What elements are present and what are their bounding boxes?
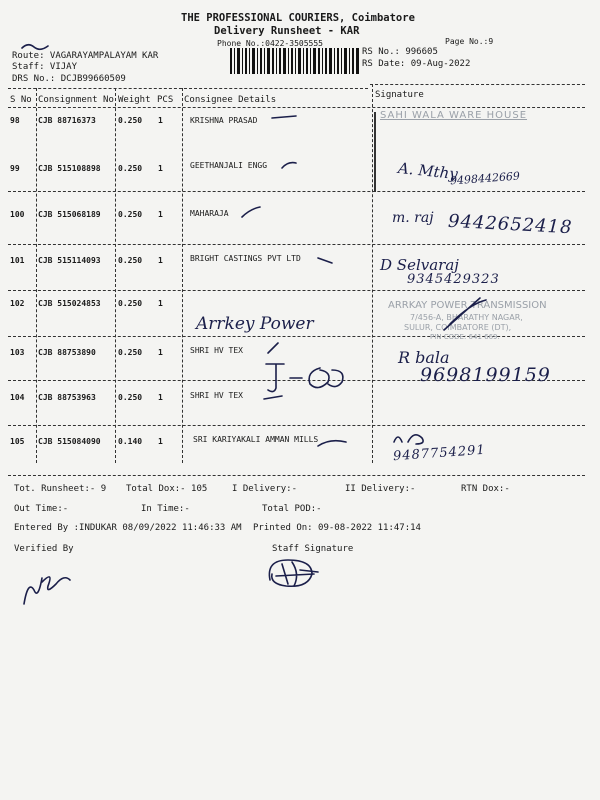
page-number: Page No.:9: [445, 37, 494, 46]
pen-tick: [270, 112, 300, 122]
stamp-address-2: SULUR, COIMBATORE (DT),: [404, 323, 512, 332]
signature-104: [262, 358, 352, 398]
signature-101: D Selvaraj: [380, 256, 459, 274]
rs-date: RS Date: 09-Aug-2022: [362, 59, 471, 69]
row-consignment-no: CJB 88753963: [38, 393, 96, 402]
row-pcs: 1: [158, 437, 163, 446]
pen-tick: [316, 254, 336, 266]
row-consignment-no: CJB 515084090: [38, 437, 101, 446]
entered-by: Entered By :INDUKAR 08/09/2022 11:46:33 AM: [14, 523, 242, 533]
row-weight: 0.250: [118, 256, 143, 265]
row-sno: 103: [10, 348, 25, 357]
row-weight: 0.250: [118, 393, 143, 402]
row-sno: 99: [10, 164, 20, 173]
row-pcs: 1: [158, 210, 163, 219]
pen-tick: [280, 159, 300, 171]
row-consignee: GEETHANJALI ENGG: [190, 161, 268, 170]
col-pcs: PCS: [157, 95, 174, 105]
row-consignment-no: CJB 88753890: [38, 348, 96, 357]
runsheet-title: Delivery Runsheet - KAR: [214, 25, 360, 37]
signature-105: [390, 428, 434, 448]
row-weight: 0.250: [118, 210, 143, 219]
row-consignee: SHRI HV TEX: [190, 391, 243, 400]
row-weight: 0.250: [118, 348, 143, 357]
stamp-warehouse: SAHI WALA WARE HOUSE: [380, 110, 528, 121]
stamp-pincode: PIN CODE: 641 669.: [430, 333, 500, 341]
company-name: THE PROFESSIONAL COURIERS, Coimbatore: [181, 12, 415, 24]
row-pcs: 1: [158, 256, 163, 265]
pen-tick: [266, 341, 280, 355]
phone-number: Phone No.:0422-3505555: [217, 39, 323, 48]
signature-103: R bala: [398, 348, 450, 367]
stamp-company-name: ARRKAY POWER TRANSMISSION: [388, 300, 547, 311]
out-time: Out Time:-: [14, 504, 69, 514]
barcode: [230, 48, 360, 74]
row-consignment-no: CJB 515114093: [38, 256, 101, 265]
row-weight: 0.140: [118, 437, 143, 446]
signature-100: m. raj: [392, 210, 434, 226]
drs-number: DRS No.: DCJB99660509: [12, 74, 126, 84]
staff-name: Staff: VIJAY: [12, 62, 78, 72]
row-pcs: 1: [158, 164, 163, 173]
col-consignment: Consignment No: [38, 95, 114, 105]
col-consignee: Consignee Details: [184, 95, 277, 105]
phone-103: 9698199159: [420, 364, 551, 386]
row-pcs: 1: [158, 348, 163, 357]
row-weight: 0.250: [118, 164, 143, 173]
row-sno: 98: [10, 116, 20, 125]
row-consignment-no: CJB 88716373: [38, 116, 96, 125]
corner-scribble: [20, 40, 50, 52]
in-time: In Time:-: [141, 504, 190, 514]
signature-102-scribble: [440, 294, 490, 334]
row-pcs: 1: [158, 393, 163, 402]
row-consignee: BRIGHT CASTINGS PVT LTD: [190, 254, 301, 263]
pen-tick: [240, 205, 264, 219]
row-weight: 0.250: [118, 116, 143, 125]
row-sno: 105: [10, 437, 25, 446]
pen-tick: [316, 436, 350, 450]
col-signature: Signature: [375, 90, 424, 100]
phone-100: 9442652418: [447, 210, 573, 239]
rtn-dox: RTN Dox:-: [461, 484, 510, 494]
phone-101: 9345429323: [407, 272, 500, 287]
verified-by-signature: [18, 560, 78, 610]
ii-delivery: II Delivery:-: [345, 484, 416, 494]
verified-by-label: Verified By: [14, 544, 74, 554]
col-sno: S No: [10, 95, 32, 105]
row-sno: 100: [10, 210, 25, 219]
row-consignment-no: CJB 515024853: [38, 299, 101, 308]
row-consignee: SRI KARIYAKALI AMMAN MILLS: [193, 435, 319, 444]
row-consignee: MAHARAJA: [190, 209, 229, 218]
route: Route: VAGARAYAMPALAYAM KAR: [12, 51, 159, 61]
total-pod: Total POD:-: [262, 504, 322, 514]
row-pcs: 1: [158, 299, 163, 308]
staff-signature: [262, 550, 324, 592]
i-delivery: I Delivery:-: [232, 484, 298, 494]
row-sno: 104: [10, 393, 25, 402]
row-consignee: SHRI HV TEX: [190, 346, 243, 355]
row-consignee: KRISHNA PRASAD: [190, 116, 258, 125]
signature-102: Arrkey Power: [196, 314, 314, 334]
row-consignment-no: CJB 515108898: [38, 164, 101, 173]
signature-99: A. Mthy: [397, 158, 459, 184]
staff-signature-label: Staff Signature: [272, 544, 354, 554]
row-weight: 0.250: [118, 299, 143, 308]
phone-99: 9498442669: [449, 169, 521, 188]
col-weight: Weight: [118, 95, 151, 105]
row-sno: 101: [10, 256, 25, 265]
total-runsheet: Tot. Runsheet:- 9: [14, 484, 107, 494]
row-consignment-no: CJB 515068189: [38, 210, 101, 219]
stamp-address-1: 7/456-A, BHARATHY NAGAR,: [410, 313, 523, 322]
row-pcs: 1: [158, 116, 163, 125]
phone-105: 9487754291: [392, 442, 487, 465]
total-dox: Total Dox:- 105: [126, 484, 208, 494]
row-sno: 102: [10, 299, 25, 308]
rs-number: RS No.: 996605: [362, 47, 438, 57]
printed-on: Printed On: 09-08-2022 11:47:14: [253, 523, 421, 533]
